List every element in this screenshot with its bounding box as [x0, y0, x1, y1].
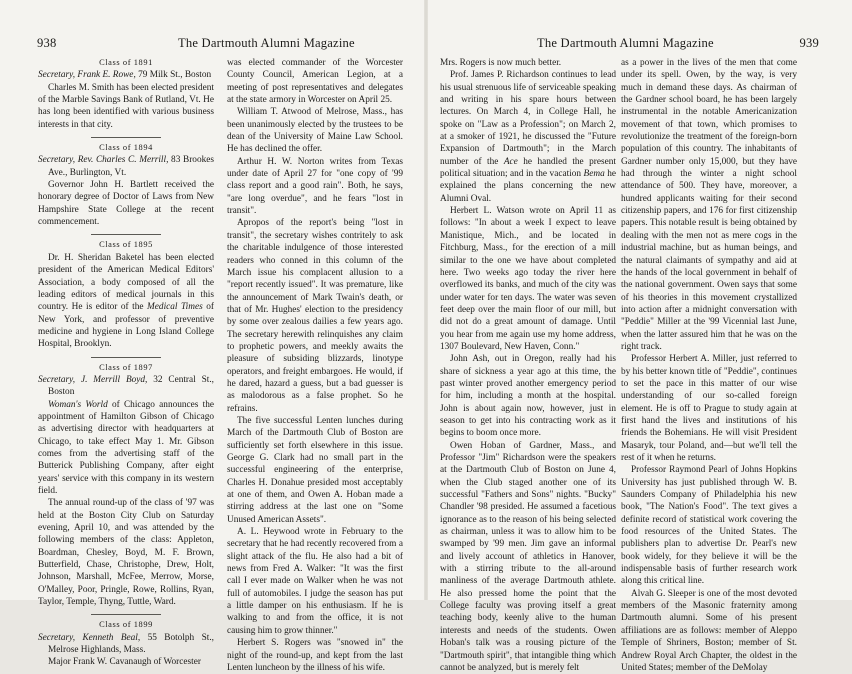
- secretary-address: 32 Central St., Boston: [48, 374, 214, 398]
- secretary-line-1897: [38, 374, 214, 399]
- news-paragraph: [38, 399, 214, 498]
- news-paragraph: John Ash, out in Oregon, really had his share of sickness a year ago at this time, the past winter proved another emergency period for him, including a month at the hospital. John is about again now, however, just in season to get into his contracting work as it begins to boom once more.: [440, 354, 616, 439]
- news-paragraph: Major Frank W. Cavanaugh of Worcester: [48, 657, 201, 668]
- secretary-address: 79 Milk St., Boston: [135, 70, 212, 81]
- secretary-name: Secretary, J. Merrill Boyd,: [38, 374, 148, 385]
- running-head: The Dartmouth Alumni Magazine: [178, 36, 355, 50]
- news-paragraph: [38, 252, 214, 351]
- secretary-address: 55 Botolph St., Melrose Highlands, Mass.: [48, 632, 214, 656]
- section-divider: [91, 614, 161, 615]
- news-paragraph: Governor John H. Bartlett received the honorary degree of Doctor of Laws from New Hampshire State College at the recent commencement.: [38, 180, 214, 228]
- secretary-address: 83 Brookes Ave., Burlington, Vt.: [48, 155, 214, 178]
- left-page-header: [37, 36, 397, 52]
- news-paragraph: Mrs. Rogers is now much better.: [440, 58, 562, 68]
- left-page: [0, 0, 426, 673]
- secretary-line-1894: [38, 154, 214, 179]
- news-paragraph: Arthur H. W. Norton writes from Texas under date of April 27 for "one copy of '99 class report and a good rain". Both, he says, "are long overdue", and he fears "lost in transit".: [227, 156, 403, 217]
- secretary-name: Secretary, Rev. Charles C. Merrill,: [38, 155, 169, 166]
- publication-title: Bema: [583, 169, 605, 180]
- page-number: 938: [37, 36, 57, 50]
- news-paragraph: Herbert L. Watson wrote on April 11 as follows: "In about a week I expect to leave Manistique, Mich., and be located in Fitchburg, Mass., for the erection of a mill similar to the one we have about completed here. Two weeks ago today the river here overflowed its banks, and much of the city was under water for ten days. The water was seven feet deep over the main floor of our mill, but did not do a great amount of damage. Until you hear from me again use my home address, 1307 Boulevard, New Haven, Conn.": [440, 206, 616, 352]
- secretary-line-1899: [38, 632, 214, 657]
- running-head: The Dartmouth Alumni Magazine: [537, 36, 714, 50]
- secretary-line-1891: [38, 69, 214, 81]
- left-column-1: [38, 57, 214, 669]
- secretary-name: Secretary, Kenneth Beal,: [38, 632, 141, 643]
- class-heading-1899: Class of 1899: [99, 620, 153, 630]
- class-heading-1894: Class of 1894: [99, 143, 153, 153]
- news-paragraph: Professor Herbert A. Miller, just referred to by his better known title of "Peddie", continues to set the pace in this matter of our wise understanding of our so-called foreign element. He is off to Prague to study again at first hand the lives and institutions of his friends the Bohemians. He will visit President Masaryk, tour Poland, and—but we'll tell the rest of it when he returns.: [621, 354, 797, 463]
- secretary-name: Secretary, Frank E. Rowe,: [38, 70, 136, 81]
- section-divider: [91, 234, 161, 235]
- right-column-2: [621, 57, 797, 674]
- right-page: [426, 0, 852, 673]
- news-paragraph: Alvah G. Sleeper is one of the most devoted members of the Masonic fraternity among Dartmouth alumni. Some of his present affiliations are as follows: member of Aleppo Temple of Shriners, Boston; member of St. Andrew Royal Arch Chapter, the oldest in the United States; member of the DeMolay: [621, 588, 797, 673]
- class-heading-1891: Class of 1891: [99, 58, 153, 67]
- news-paragraph: Apropos of the report's being "lost in transit", the secretary wishes contritely to ask the charitable indulgence of those interested readers who conned in this column of the March issue his complacent allusion to a "report recently issued". It was premature, like the announcement of Mark Twain's death, or that of Mr. Hughes' election to the presidency by some over zealous dailies a few years ago. The secretary herewith relinquishes any claim to prophetic powers, and meekly awaits the pleasure of subsiding blizzards, linotype operators, and freight embargoes. He would, if he dared, hazard a guess, but a bad guesser is as malodorous as a false prophet. So he refrains.: [227, 218, 403, 414]
- news-paragraph: William T. Atwood of Melrose, Mass., has been unanimously elected by the trustees to be dean of the University of Maine Law School. He has declined the offer.: [227, 107, 403, 155]
- class-heading-1895: Class of 1895: [99, 240, 153, 250]
- class-heading-1897: Class of 1897: [99, 362, 153, 372]
- news-paragraph: Herbert S. Rogers was "snowed in" the night of the round-up, and kept from the last Lenten luncheon by the illness of his wife.: [227, 638, 403, 673]
- right-column-1: [440, 57, 616, 674]
- news-paragraph: was elected commander of the Worcester County Council, American Legion, at a meeting of post representatives and delegates at the state armory in Worcester on April 25.: [227, 58, 403, 106]
- text-run: he explained the plans concerning the new Alumni Oval.: [440, 169, 616, 204]
- publication-title: Ace: [503, 156, 518, 167]
- left-column-2: [227, 57, 403, 674]
- news-paragraph: Professor Raymond Pearl of Johns Hopkins University has just published through W. B. Saunders Company of Philadelphia his new book, "The Nation's Food". The text gives a definite record of statistical work covering the food resources of the United States. The publishers plan to advertise Dr. Pearl's new book widely, for they believe it will be the indispensable basis of further research work along this critical line.: [621, 465, 797, 587]
- news-paragraph: A. L. Heywood wrote in February to the secretary that he had recently recovered from a slight attack of the flu. He also had a bit of news from Fred A. Walker: "It was the first call I ever made on Walker when he was not full of automobiles. I judge the season has put a little damper on his enthusiasm. If he is walking to and from the office, it is not causing him to grow thinner.": [227, 527, 403, 636]
- text-run: of Chicago announces the appointment of Hamilton Gibson of Chicago as advertising director with headquarters at Chicago, to take effect May 1. Mr. Gibson comes from the advertising staff of the Butterick Publishing Company, after eight years' service with this company in its western field.: [38, 399, 215, 496]
- text-run: Dr. H. Sheridan Baketel has been elected president of the American Medical Editors' Association, a body composed of all the leading editors of medical journals in this country. He is editor of the: [38, 252, 214, 313]
- section-divider: [91, 357, 161, 358]
- news-paragraph: as a power in the lives of the men that come under its spell. Owen, by the way, is very much in demand these days. As chairman of the Gardner school board, he has been largely instrumental in the notable Americanization movement of that town, which promises to revolutionize the treatment of the foreign-born population of this country. The inhabitants of Gardner number only 15,000, but they have had through the winter a night school attendance of 500. They have, moreover, a hundred applicants waiting for their second citizenship papers, and 176 for first citizenship papers. This notable result is being obtained by dealing with the men not as mere cogs in the industrial machine, but as human beings, and the natural claimants of sympathy and aid at the hands of the local government in behalf of the national government. Owen says that some of his theories in this movement crystallized into action after a midnight conversation with "Peddie" Miller at the '99 Vicennial last June, when the latter assured him that he was on the right track.: [621, 58, 797, 352]
- right-page-header: [537, 36, 819, 52]
- magazine-title: Woman's World: [48, 399, 108, 410]
- news-paragraph: The five successful Lenten lunches during March of the Dartmouth Club of Boston are sufficiently set forth elsewhere in this issue. George G. Clark had no small part in the successful engineering of the enterprise, Charles H. Donahue presided most acceptably at one of them, and Owen A. Hoban made a stirring address at the last one on "Some Unused American Assets".: [227, 415, 403, 525]
- news-paragraph: [440, 69, 616, 205]
- text-run: Prof. James P. Richardson continues to lead his usual strenuous life of serviceable speaking and writing in his spare hours between lectures. On March 4, in College Hall, he spoke on "Law as a Profession"; on March 2, at a smoker of 1921, he discussed the "Future Expansion of Dartmouth"; in the March number of the: [440, 70, 616, 167]
- page-number: 939: [799, 36, 819, 50]
- news-paragraph: Owen Hoban of Gardner, Mass., and Professor "Jim" Richardson were the speakers at the Dartmouth Club of Boston on June 4, when the Club staged another one of its successful "Fathers and Sons" nights. "Bucky" Chandler '98 presided. He assumed a facetious ignorance as to the reason of his being selected as chairman, unless it was to allow him to be swamped by '99 men. Jim gave an informal and lively account of athletics in Hanover, with a stirring tribute to the all-around manliness of the average Dartmouth athlete. He also pressed home the point that the College faculty was proving itself a great teaching body, keenly alive to the human interests and needs of the students. Owen Hoban's talk was a rousing picture of the "Dartmouth spirit", that intangible thing which cannot be analyzed, but is merely felt: [440, 440, 616, 673]
- news-paragraph: The annual round-up of the class of '97 was held at the Boston City Club on Saturday evening, April 10, and was attended by the following members of the class: Appleton, Boardman, Chesley, Boyd, M. F. Brown, Butterfield, Chase, Christophe, Drew, Holt, Johnson, Marshall, McFee, Merrow, Morse, O'Malley, Poor, Pringle, Rowe, Rollins, Ryan, Taylor, Temple, Thyng, Tuttle, Ward.: [38, 498, 214, 608]
- text-run: of New York, and professor of preventive medicine and hygiene in Long Island College Hospital, Brooklyn.: [38, 302, 214, 350]
- text-run: he handled the present political situation; and in the vacation: [440, 156, 616, 180]
- section-divider: [91, 137, 161, 138]
- news-paragraph: Charles M. Smith has been elected president of the Marble Savings Bank of Rutland, Vt. He has long been identified with various business interests in that city.: [38, 82, 214, 130]
- journal-title: Medical Times: [147, 302, 203, 313]
